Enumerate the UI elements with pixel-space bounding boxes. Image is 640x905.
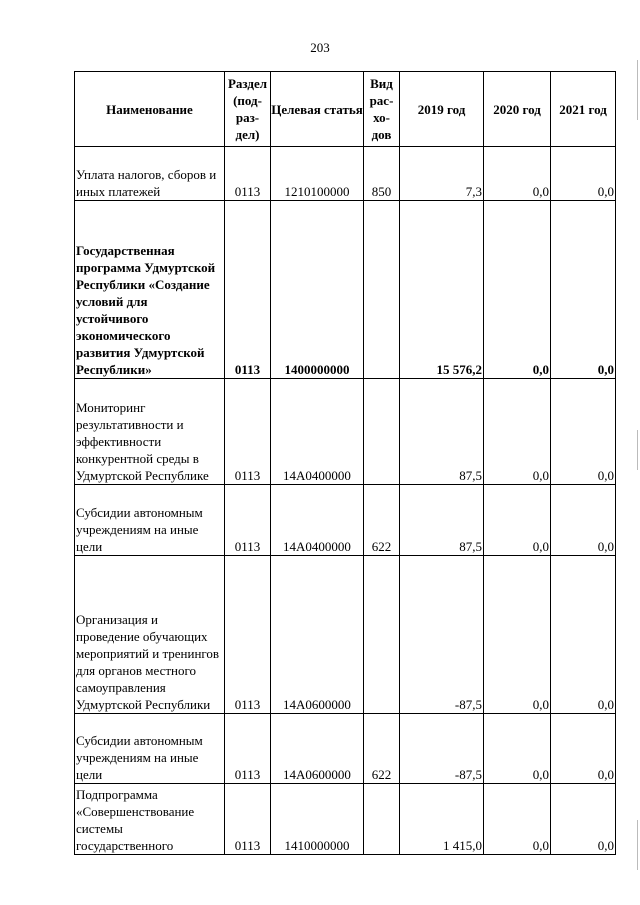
row-2021: 0,0: [551, 201, 616, 379]
header-name: Наименование: [75, 72, 225, 147]
scan-edge-mark: [637, 430, 638, 470]
row-section: 0113: [225, 147, 271, 201]
row-name: Субсидии автономным учреждениям на иные цели: [75, 714, 225, 784]
row-2019: -87,5: [400, 714, 484, 784]
row-2019: 1 415,0: [400, 784, 484, 855]
table-header-row: [75, 72, 616, 147]
row-name: Государственная программа Удмуртской Республики «Создание условий для устойчивого экономического развития Удмуртской Республики»: [75, 201, 225, 379]
row-2020: 0,0: [484, 201, 551, 379]
row-target: 14А0400000: [271, 485, 364, 556]
row-section: 0113: [225, 485, 271, 556]
row-2021: 0,0: [551, 714, 616, 784]
row-2021: 0,0: [551, 147, 616, 201]
row-section: 0113: [225, 379, 271, 485]
header-2019: 2019 год: [400, 72, 484, 147]
header-target: Целевая статья: [271, 72, 364, 147]
row-2020: 0,0: [484, 556, 551, 714]
row-2020: 0,0: [484, 147, 551, 201]
table-row: [75, 147, 616, 201]
row-2020: 0,0: [484, 485, 551, 556]
row-target: 1410000000: [271, 784, 364, 855]
table-row: [75, 556, 616, 714]
row-section: 0113: [225, 714, 271, 784]
row-target: 14А0600000: [271, 714, 364, 784]
row-name: Мониторинг результативности и эффективности конкурентной среды в Удмуртской Республике: [75, 379, 225, 485]
row-section: 0113: [225, 556, 271, 714]
header-type: Вид рас-хо-дов: [364, 72, 400, 147]
row-2019: -87,5: [400, 556, 484, 714]
row-target: 14А0400000: [271, 379, 364, 485]
row-2019: 7,3: [400, 147, 484, 201]
row-type: [364, 379, 400, 485]
table-row: [75, 201, 616, 379]
row-name: Субсидии автономным учреждениям на иные цели: [75, 485, 225, 556]
row-2021: 0,0: [551, 784, 616, 855]
row-section: 0113: [225, 201, 271, 379]
row-name: Организация и проведение обучающих мероприятий и тренингов для органов местного самоуправления Удмуртской Республики: [75, 556, 225, 714]
row-2019: 87,5: [400, 379, 484, 485]
row-type: 622: [364, 714, 400, 784]
scan-edge-mark: [637, 820, 638, 870]
row-2019: 87,5: [400, 485, 484, 556]
row-2019: 15 576,2: [400, 201, 484, 379]
header-2020: 2020 год: [484, 72, 551, 147]
row-2021: 0,0: [551, 556, 616, 714]
row-type: [364, 556, 400, 714]
table-row: [75, 485, 616, 556]
row-name: Подпрограмма «Совершенствование системы государственного: [75, 784, 225, 855]
row-type: 850: [364, 147, 400, 201]
row-2020: 0,0: [484, 379, 551, 485]
scan-edge-mark: [637, 60, 638, 120]
row-type: 622: [364, 485, 400, 556]
row-2021: 0,0: [551, 379, 616, 485]
row-2020: 0,0: [484, 784, 551, 855]
header-section: Раздел (под-раз-дел): [225, 72, 271, 147]
row-target: 14А0600000: [271, 556, 364, 714]
row-2020: 0,0: [484, 714, 551, 784]
header-2021: 2021 год: [551, 72, 616, 147]
budget-table: [74, 71, 616, 855]
row-name: Уплата налогов, сборов и иных платежей: [75, 147, 225, 201]
row-target: 1400000000: [271, 201, 364, 379]
row-type: [364, 201, 400, 379]
table-row: [75, 784, 616, 855]
row-2021: 0,0: [551, 485, 616, 556]
page-number: 203: [310, 40, 330, 55]
row-section: 0113: [225, 784, 271, 855]
row-target: 1210100000: [271, 147, 364, 201]
row-type: [364, 784, 400, 855]
table-row: [75, 379, 616, 485]
table-row: [75, 714, 616, 784]
